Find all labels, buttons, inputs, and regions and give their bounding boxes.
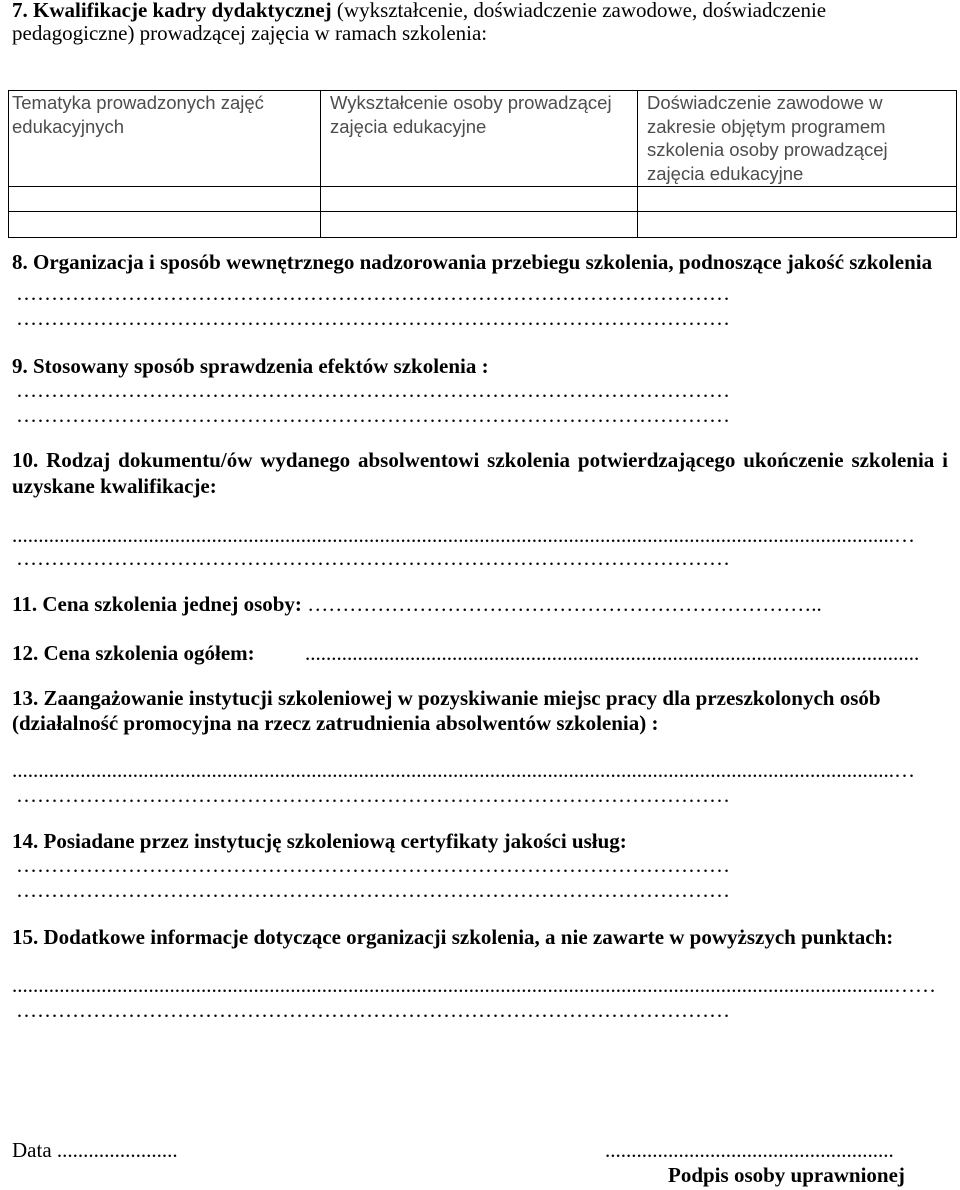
section-7-heading-line-2: pedagogiczne) prowadzącej zajęcia w ramach szkolenia: [12, 21, 488, 45]
section-13-fill-line: ........................................................................................................................................................................… [12, 758, 915, 782]
date-field: Data ....................... [12, 1138, 178, 1162]
header-line: zakresie objętym programem [647, 115, 886, 137]
section-10-heading-line-2: uzyskane kwalifikacje: [12, 474, 217, 498]
table-row [9, 187, 957, 212]
signature-label: Podpis osoby uprawnionej [668, 1163, 905, 1187]
header-line: zajęcia edukacyjne [330, 115, 487, 137]
section-9-heading: 9. Stosowany sposób sprawdzenia efektów szkolenia : [12, 354, 489, 378]
section-12-label: 12. Cena szkolenia ogółem: [12, 641, 255, 665]
header-line: Doświadczenie zawodowe w [647, 92, 883, 113]
table-cell [9, 187, 321, 212]
section-10-heading-line-1: 10. Rodzaj dokumentu/ów wydanego absolwentowi szkolenia potwierdzającego ukończenie szkolenia i [12, 448, 948, 472]
section-14-fill-line: ………………………………………………………………………………………… [16, 878, 730, 902]
header-line: zajęcia edukacyjne [647, 162, 804, 184]
section-15-fill-line: ........................................................................................................................................................................…… [12, 973, 936, 997]
section-8-heading: 8. Organizacja i sposób wewnętrznego nadzorowania przebiegu szkolenia, podnoszące jakość szkolenia [12, 250, 933, 274]
section-11-label: 11. Cena szkolenia jednej osoby: [12, 592, 302, 616]
header-line: szkolenia osoby prowadzącej [647, 139, 888, 160]
section-14-fill-line: ………………………………………………………………………………………… [16, 853, 730, 877]
table-cell [638, 212, 957, 238]
section-15-fill-line: ………………………………………………………………………………………… [16, 998, 730, 1022]
header-line: edukacyjnych [12, 115, 125, 137]
header-cell-topics [9, 91, 321, 187]
section-10-fill-line: ........................................................................................................................................................................… [12, 523, 915, 547]
signature-fill-line: ....................................................... [605, 1138, 894, 1162]
section-9-fill-line: ………………………………………………………………………………………… [16, 378, 730, 402]
section-7-heading-bold: 7. Kwalifikacje kadry dydaktycznej [12, 0, 332, 22]
header-cell-education [321, 91, 638, 187]
header-line: Tematyka prowadzonych zajęć [12, 92, 264, 113]
section-7-heading-rest: (wykształcenie, doświadczenie zawodowe, doświadczenie [336, 0, 827, 22]
section-12-fill: ..................................................................................................................... [305, 641, 920, 665]
section-13-heading-line-1: 13. Zaangażowanie instytucji szkoleniowej w pozyskiwanie miejsc pracy dla przeszkolonych osób [12, 686, 881, 710]
section-15-heading: 15. Dodatkowe informacje dotyczące organizacji szkolenia, a nie zawarte w powyższych punktach: [12, 925, 894, 949]
table-header-row [9, 91, 957, 187]
section-10-fill-line: ………………………………………………………………………………………… [16, 546, 730, 570]
table-cell [321, 187, 638, 212]
table-cell [9, 212, 321, 238]
section-7-heading-line-1 [12, 0, 826, 22]
section-9-fill-line: ………………………………………………………………………………………… [16, 403, 730, 427]
table-row [9, 212, 957, 238]
table-cell [321, 212, 638, 238]
section-13-heading-line-2: (działalność promocyjna na rzecz zatrudnienia absolwentów szkolenia) : [12, 711, 659, 735]
section-8-fill-line: ………………………………………………………………………………………… [16, 281, 730, 305]
section-14-heading: 14. Posiadane przez instytucję szkoleniową certyfikaty jakości usług: [12, 829, 627, 853]
section-13-fill-line: ………………………………………………………………………………………… [16, 783, 730, 807]
header-cell-experience [638, 91, 957, 187]
section-11-price-per-person [12, 592, 822, 616]
table-cell [638, 187, 957, 212]
header-line: Wykształcenie osoby prowadzącej [330, 92, 612, 113]
section-11-fill: ……………………………………………………………….. [307, 592, 822, 616]
qualifications-table [8, 90, 957, 238]
section-8-fill-line: ………………………………………………………………………………………… [16, 306, 730, 330]
